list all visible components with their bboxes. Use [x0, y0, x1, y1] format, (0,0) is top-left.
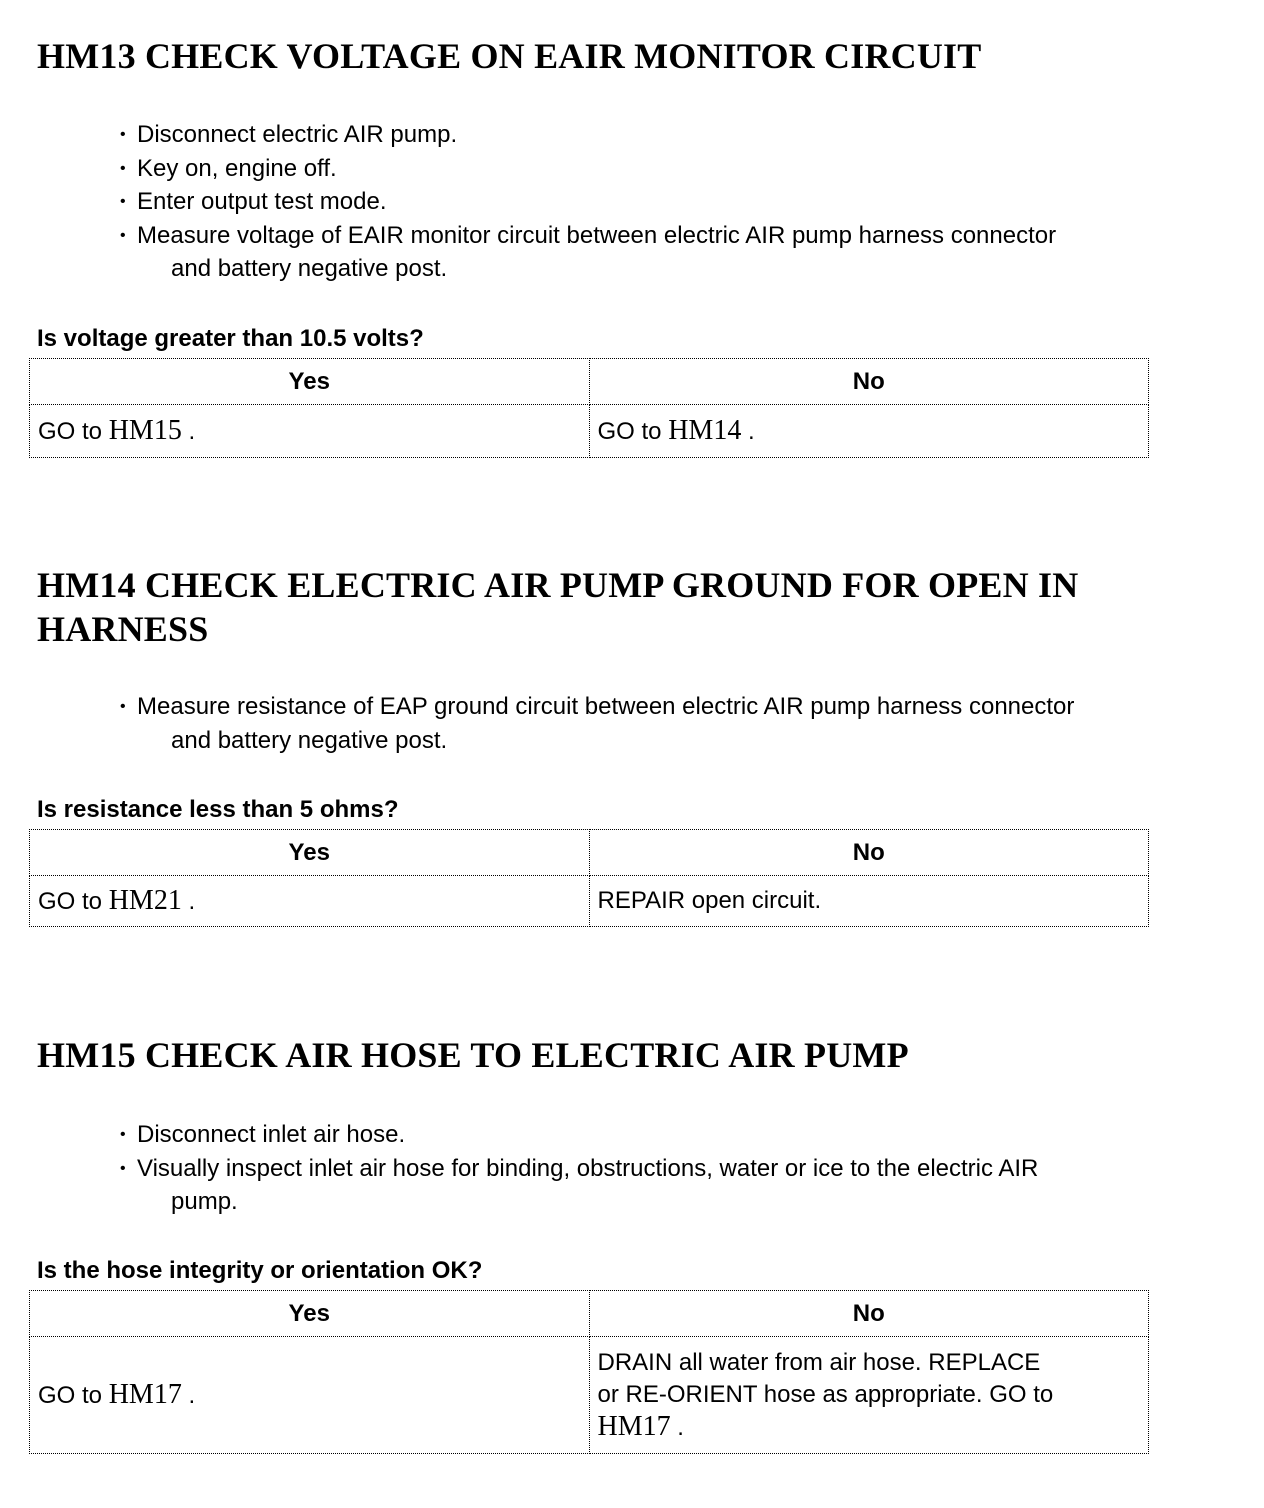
section-heading-hm14 — [37, 563, 1078, 651]
no-action-text: REPAIR open circuit. — [597, 887, 822, 914]
question-hm13: Is voltage greater than 10.5 volts? — [37, 325, 424, 352]
step-item — [118, 690, 1074, 757]
result-table-hm13 — [29, 358, 1149, 458]
no-header: No — [589, 359, 1149, 405]
step-list-hm15 — [118, 1118, 1038, 1219]
goto-link-hm15[interactable]: HM15 — [108, 414, 182, 446]
goto-link-hm14[interactable]: HM14 — [668, 414, 742, 446]
table-header-row — [30, 359, 1149, 405]
section-heading-hm13: HM13 CHECK VOLTAGE ON EAIR MONITOR CIRCUIT — [37, 36, 982, 76]
goto-suffix: . — [188, 417, 196, 445]
question-hm15: Is the hose integrity or orientation OK? — [37, 1257, 483, 1284]
table-row — [30, 1337, 1149, 1454]
step-item — [118, 152, 1056, 186]
no-cell — [589, 1337, 1149, 1454]
goto-instruction — [597, 1410, 684, 1442]
table-header-row — [30, 830, 1149, 876]
yes-header: Yes — [30, 1291, 590, 1337]
step-text-continued: and battery negative post. — [171, 255, 448, 282]
step-item — [118, 185, 1056, 219]
step-text-continued: and battery negative post. — [171, 726, 448, 754]
goto-link-hm21[interactable]: HM21 — [108, 884, 182, 916]
goto-link-hm17[interactable]: HM17 — [597, 1410, 671, 1442]
step-text: Key on, engine off. — [137, 154, 337, 182]
no-action-line: or RE-ORIENT hose as appropriate. GO to — [597, 1380, 1054, 1408]
question-hm14: Is resistance less than 5 ohms? — [37, 796, 399, 823]
step-text: Enter output test mode. — [137, 188, 387, 215]
step-text: Measure voltage of EAIR monitor circuit between electric AIR pump harness connector — [137, 221, 1057, 249]
step-item — [118, 118, 1056, 152]
goto-instruction — [38, 414, 196, 446]
heading-line: HM14 CHECK ELECTRIC AIR PUMP GROUND FOR OPEN IN — [37, 565, 1079, 605]
no-header: No — [589, 1291, 1149, 1337]
result-table-hm15 — [29, 1290, 1149, 1454]
yes-cell — [30, 405, 590, 458]
step-text-continued: pump. — [171, 1188, 238, 1215]
no-cell — [589, 876, 1149, 927]
goto-prefix: GO to — [38, 887, 103, 915]
section-heading-hm15: HM15 CHECK AIR HOSE TO ELECTRIC AIR PUMP — [37, 1035, 909, 1075]
goto-link-hm17[interactable]: HM17 — [108, 1378, 182, 1410]
bullet-icon: • — [120, 126, 126, 143]
yes-cell — [30, 1337, 590, 1454]
no-cell — [589, 405, 1149, 458]
bullet-icon: • — [120, 1126, 126, 1143]
goto-suffix: . — [188, 887, 196, 915]
no-action-line: DRAIN all water from air hose. REPLACE — [597, 1348, 1041, 1376]
bullet-icon: • — [120, 1159, 126, 1177]
goto-prefix: GO to — [597, 417, 662, 445]
goto-suffix: . — [677, 1413, 684, 1441]
bullet-icon: • — [120, 226, 126, 244]
goto-prefix: GO to — [38, 1381, 103, 1409]
table-row — [30, 876, 1149, 927]
yes-cell — [30, 876, 590, 927]
no-header: No — [589, 830, 1149, 876]
step-text: Visually inspect inlet air hose for binding, obstructions, water or ice to the electric AIR — [137, 1154, 1039, 1182]
goto-instruction — [597, 414, 755, 446]
step-list-hm13 — [118, 118, 1056, 286]
result-table-hm14 — [29, 829, 1149, 927]
heading-line: HARNESS — [37, 609, 209, 649]
step-text: Disconnect electric AIR pump. — [137, 121, 458, 148]
table-row — [30, 405, 1149, 458]
bullet-icon: • — [120, 193, 126, 210]
step-list-hm14 — [118, 690, 1074, 757]
bullet-icon: • — [120, 698, 126, 715]
bullet-icon: • — [120, 159, 126, 177]
goto-prefix: GO to — [38, 417, 103, 445]
step-item — [118, 219, 1056, 286]
step-item — [118, 1152, 1038, 1219]
goto-instruction — [38, 1378, 196, 1410]
step-text: Measure resistance of EAP ground circuit between electric AIR pump harness connector — [137, 693, 1075, 720]
goto-suffix: . — [748, 417, 755, 445]
step-item — [118, 1118, 1038, 1152]
step-text: Disconnect inlet air hose. — [137, 1121, 406, 1148]
table-header-row — [30, 1291, 1149, 1337]
goto-suffix: . — [188, 1381, 196, 1409]
yes-header: Yes — [30, 830, 590, 876]
yes-header: Yes — [30, 359, 590, 405]
goto-instruction — [38, 884, 196, 916]
